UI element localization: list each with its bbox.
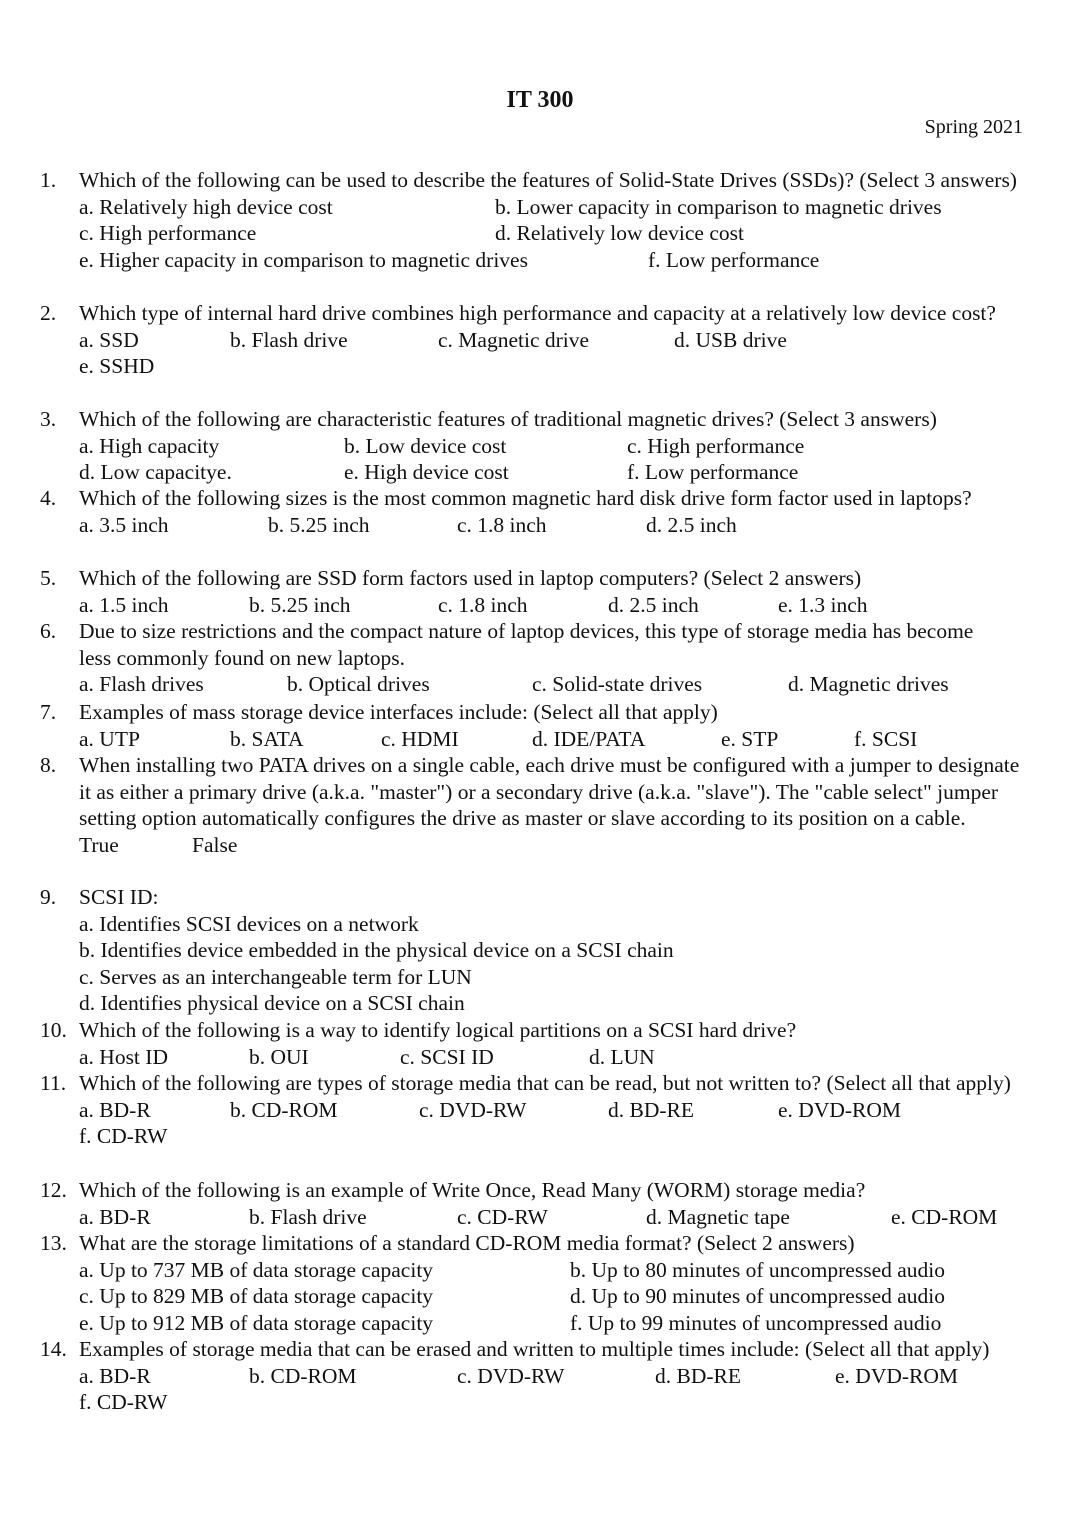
question-9 [40, 884, 1030, 1017]
option-a[interactable]: a. High capacity [79, 433, 220, 458]
option-d[interactable]: d. 2.5 inch [608, 592, 699, 617]
option-e[interactable]: e. DVD-ROM [835, 1363, 959, 1388]
option-a[interactable]: a. Flash drives [79, 672, 204, 696]
options-row [79, 1123, 1030, 1150]
question-number: 11. [40, 1071, 67, 1095]
option-e[interactable]: e. SSHD [79, 354, 155, 378]
option-b[interactable]: b. OUI [249, 1044, 309, 1069]
question-text: Examples of mass storage device interfaces include: (Select all that apply) [79, 700, 718, 724]
option-c[interactable]: c. 1.8 inch [457, 512, 547, 537]
option-e[interactable]: e. Higher capacity in comparison to magnetic drives [79, 247, 528, 272]
option-a[interactable]: a. SSD [79, 327, 139, 352]
option-b[interactable]: b. SATA [230, 726, 304, 751]
question-4 [40, 485, 1030, 538]
options-row [79, 1097, 1030, 1124]
option-c[interactable]: c. Up to 829 MB of data storage capacity [79, 1284, 434, 1308]
option-a[interactable]: a. Host ID [79, 1044, 168, 1069]
option-c[interactable]: c. Magnetic drive [438, 327, 590, 352]
option-d[interactable]: d. USB drive [674, 327, 787, 352]
options-row [79, 832, 1030, 859]
option-d[interactable]: d. Relatively low device cost [495, 221, 744, 245]
question-10 [40, 1017, 1030, 1070]
option-e[interactable]: e. High device cost [344, 460, 509, 484]
question-text: Which type of internal hard drive combines high performance and capacity at a relatively low device cost? [79, 301, 996, 325]
option-d[interactable]: d. 2.5 inch [646, 512, 737, 537]
options-row [79, 726, 1030, 753]
options-row [79, 353, 1030, 380]
question-text: Due to size restrictions and the compact nature of laptop devices, this type of storage media has become less commonly found on new laptops. [79, 619, 974, 670]
option-f[interactable]: f. Low performance [627, 460, 799, 484]
option-b[interactable]: b. Up to 80 minutes of uncompressed audio [570, 1257, 946, 1282]
option-e[interactable]: e. CD-ROM [891, 1204, 998, 1229]
question-3 [40, 406, 1030, 486]
options-row [79, 1389, 1030, 1416]
option-b[interactable]: b. CD-ROM [249, 1363, 357, 1388]
question-text: SCSI ID: [79, 885, 159, 909]
option-d[interactable]: d. Low capacitye. [79, 460, 232, 484]
option-e[interactable]: e. Up to 912 MB of data storage capacity [79, 1310, 434, 1335]
option-d[interactable]: d. Up to 90 minutes of uncompressed audio [570, 1284, 946, 1308]
option-e[interactable]: e. 1.3 inch [778, 592, 868, 617]
question-number: 9. [40, 885, 57, 909]
options-row [79, 194, 1030, 221]
question-text: Which of the following sizes is the most common magnetic hard disk drive form factor used in laptops? [79, 486, 972, 510]
question-1 [40, 167, 1030, 273]
question-number: 8. [40, 753, 57, 777]
option-b[interactable]: b. Lower capacity in comparison to magnetic drives [495, 194, 942, 219]
question-number: 5. [40, 566, 57, 590]
question-text: Examples of storage media that can be erased and written to multiple times include: (Select all that apply) [79, 1337, 990, 1361]
option-true[interactable]: True [79, 832, 119, 857]
options-row [79, 1363, 1030, 1390]
term-label: Spring 2021 [924, 116, 1023, 138]
question-text: What are the storage limitations of a standard CD-ROM media format? (Select 2 answers) [79, 1231, 855, 1255]
option-f[interactable]: f. SCSI [854, 726, 918, 751]
question-number: 14. [40, 1337, 67, 1361]
options-row [79, 1283, 1030, 1310]
options-row [79, 1204, 1030, 1231]
question-number: 12. [40, 1178, 67, 1202]
question-number: 7. [40, 700, 57, 724]
option-c[interactable]: c. HDMI [381, 726, 459, 751]
option-b[interactable]: b. Flash drive [249, 1204, 367, 1229]
options-row [79, 459, 1030, 486]
option-a[interactable]: a. 1.5 inch [79, 592, 169, 617]
option-e[interactable]: e. STP [721, 726, 779, 751]
question-7 [40, 699, 1030, 752]
question-number: 3. [40, 407, 57, 431]
question-13 [40, 1230, 1030, 1336]
option-b[interactable]: b. Optical drives [287, 672, 430, 696]
options-row [79, 433, 1030, 460]
option-a[interactable]: a. Relatively high device cost [79, 194, 333, 219]
option-c[interactable]: c. CD-RW [457, 1204, 548, 1229]
question-text: Which of the following are types of storage media that can be read, but not written to? (Select all that apply) [79, 1071, 1011, 1095]
option-a[interactable]: a. BD-R [79, 1097, 151, 1122]
option-b[interactable]: b. 5.25 inch [268, 512, 370, 537]
option-a[interactable]: a. UTP [79, 726, 140, 751]
question-text: Which of the following is an example of Write Once, Read Many (WORM) storage media? [79, 1178, 866, 1202]
option-c[interactable]: c. Solid-state drives [532, 672, 703, 696]
option-a[interactable]: a. BD-R [79, 1204, 151, 1229]
option-a[interactable]: a. Up to 737 MB of data storage capacity [79, 1257, 434, 1282]
options-row [79, 1257, 1030, 1284]
option-d[interactable]: d. Magnetic drives [788, 672, 949, 696]
question-number: 1. [40, 168, 57, 192]
option-c[interactable]: c. SCSI ID [400, 1044, 494, 1069]
option-c[interactable]: c. DVD-RW [457, 1363, 565, 1388]
question-12 [40, 1177, 1030, 1230]
question-text: Which of the following are SSD form factors used in laptop computers? (Select 2 answers) [79, 566, 862, 590]
options-row [79, 247, 1030, 274]
option-f[interactable]: f. Low performance [648, 247, 820, 272]
question-text: Which of the following are characteristic features of traditional magnetic drives? (Select 3 answers) [79, 407, 937, 431]
option-c[interactable]: c. 1.8 inch [438, 592, 528, 617]
option-d[interactable]: d. Magnetic tape [646, 1204, 790, 1229]
document-title: IT 300 [506, 87, 574, 113]
option-c[interactable]: c. High performance [627, 433, 805, 458]
option-d[interactable]: d. BD-RE [655, 1363, 741, 1388]
option-f[interactable]: f. Up to 99 minutes of uncompressed audio [570, 1310, 942, 1335]
question-number: 13. [40, 1231, 67, 1255]
question-number: 4. [40, 486, 57, 510]
question-text: Which of the following is a way to identify logical partitions on a SCSI hard drive? [79, 1018, 797, 1042]
options-row [79, 592, 1030, 619]
question-number: 10. [40, 1018, 67, 1042]
question-14 [40, 1336, 1030, 1416]
option-c[interactable]: c. DVD-RW [419, 1097, 527, 1122]
options-row [79, 220, 1030, 247]
options-row [79, 1044, 1030, 1071]
option-b[interactable]: b. Low device cost [344, 433, 507, 458]
option-d[interactable]: d. BD-RE [608, 1097, 694, 1122]
option-a[interactable]: a. BD-R [79, 1363, 151, 1388]
options-row [79, 512, 1030, 539]
question-6 [40, 618, 1030, 698]
option-c[interactable]: c. High performance [79, 221, 257, 245]
question-5 [40, 565, 1030, 618]
option-b[interactable]: b. CD-ROM [230, 1097, 338, 1122]
question-8 [40, 752, 1030, 858]
options-row [79, 1310, 1030, 1337]
option-d[interactable]: d. IDE/PATA [532, 726, 646, 751]
option-e[interactable]: e. DVD-ROM [778, 1097, 902, 1122]
option-d[interactable]: d. LUN [589, 1044, 655, 1069]
options-row [79, 327, 1030, 354]
option-a[interactable]: a. Identifies SCSI devices on a network [79, 911, 419, 936]
question-2 [40, 300, 1030, 380]
option-b[interactable]: b. Flash drive [230, 327, 348, 352]
option-d[interactable]: d. Identifies physical device on a SCSI chain [79, 991, 465, 1015]
question-number: 6. [40, 619, 57, 643]
question-text: Which of the following can be used to describe the features of Solid-State Drives (SSDs)? (Select 3 answers) [79, 168, 1017, 192]
question-text: When installing two PATA drives on a single cable, each drive must be configured with a jumper to designate it as either a primary drive (a.k.a. "master") or a secondary drive (a.k.a. "slave"). The "cable select" jumper setting option automatically configures the drive as master or slave according to its position on a cable. [79, 753, 1020, 830]
option-f[interactable]: f. CD-RW [79, 1390, 168, 1414]
option-c[interactable]: c. Serves as an interchangeable term for LUN [79, 964, 472, 989]
option-false[interactable]: False [192, 832, 238, 857]
option-b[interactable]: b. 5.25 inch [249, 592, 351, 617]
question-number: 2. [40, 301, 57, 325]
option-f[interactable]: f. CD-RW [79, 1124, 168, 1148]
options-row [79, 671, 1030, 698]
option-b[interactable]: b. Identifies device embedded in the physical device on a SCSI chain [79, 938, 674, 962]
option-a[interactable]: a. 3.5 inch [79, 512, 169, 537]
question-11 [40, 1070, 1030, 1150]
